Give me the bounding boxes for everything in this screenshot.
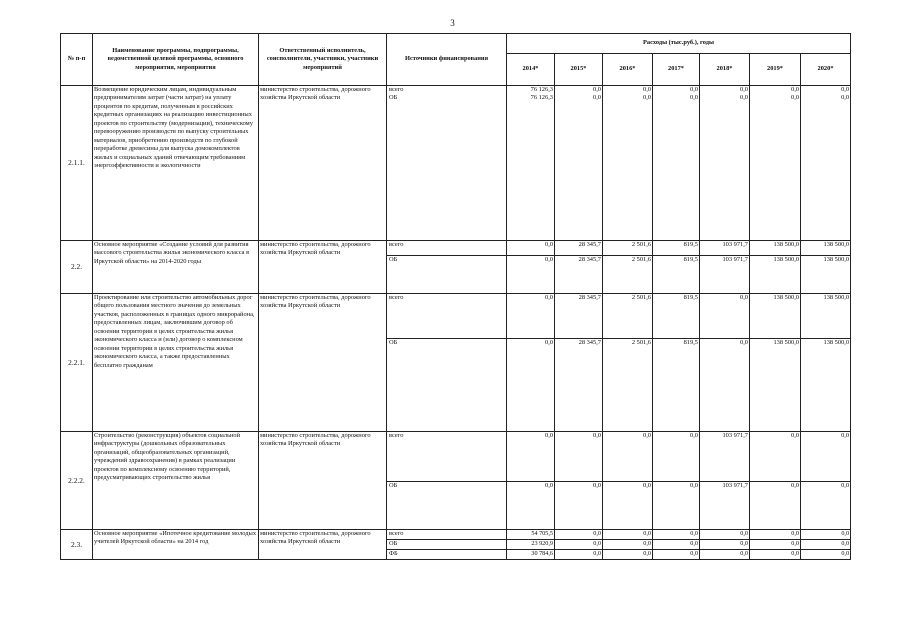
source-label: всего [387,241,507,256]
value: 28 345,7 [555,294,603,339]
value: 0,0 [507,256,555,294]
value: 0,0 [603,482,653,530]
value: 0,0 [740,94,748,102]
row-executor: министерство строительства, дорожного хозяйства Иркутской области [259,530,387,560]
value: 0,0 [801,540,851,550]
table-row [61,86,851,241]
row-name: Строительство (реконструкция) объектов социальной инфраструктуры (дошкольных образовательных организаций, общеобразовательных организаций, учреждений здравоохранения) в рамках реализации проектов по комплексному освоению территорий, предусматривающих строительство жилья [93,432,259,530]
row-number: 2.2.2. [61,432,93,530]
value: 0,0 [507,241,555,256]
source-label: ФБ [387,550,507,560]
source-label: всего [387,294,507,339]
header-year: 2014* [507,54,555,86]
value: 0,0 [555,540,603,550]
value: 138 500,0 [750,339,801,432]
value: 0,0 [653,482,700,530]
page-number: 3 [450,18,455,28]
value: 0,0 [593,86,601,93]
table-row [61,294,851,339]
value: 138 500,0 [801,339,851,432]
value: 0,0 [700,530,750,540]
table-row [61,530,851,540]
value-cell [555,86,603,241]
row-number: 2.1.1. [61,86,93,241]
value: 54 705,5 [507,530,555,540]
source-label: ОБ [387,540,507,550]
value: 0,0 [507,339,555,432]
row-number: 2.3. [61,530,93,560]
source-label: всего [387,432,507,482]
value: 0,0 [700,339,750,432]
value: 0,0 [801,550,851,560]
value: 0,0 [653,550,700,560]
row-name: Возмещение юридическим лицам, индивидуальным предпринимателям затрат (части затрат) на уплату процентов по кредитам, полученным в российских кредитных организациях на реализацию инвестиционных проектов по строительству (модернизации), техническому перевооружению производств по выпуску строительных материалов, приобретению производств по глубокой переработке древесины для выпуска домокомплектов жилых и социальных зданий отвечающим требованиям энергоэффективности и экологичности [93,86,259,241]
budget-table [60,33,851,560]
value: 819,5 [653,339,700,432]
value: 2 501,6 [603,256,653,294]
value: 0,0 [700,294,750,339]
table-row [61,241,851,256]
value: 0,0 [750,482,801,530]
value: 0,0 [593,94,601,102]
row-number: 2.2.1. [61,294,93,432]
row-executor: министерство строительства, дорожного хозяйства Иркутской области [259,432,387,530]
value: 0,0 [700,550,750,560]
value: 103 971,7 [700,482,750,530]
table-row [61,432,851,482]
source-label: ОБ [387,482,507,530]
source-label: всего [389,86,404,93]
value: 2 501,6 [603,294,653,339]
value: 138 500,0 [750,241,801,256]
source-label: ОБ [387,256,507,294]
header-year: 2019* [750,54,801,86]
value: 76 126,3 [530,94,553,102]
value: 0,0 [750,530,801,540]
value: 2 501,6 [603,241,653,256]
value: 138 500,0 [750,294,801,339]
value: 103 971,7 [700,432,750,482]
value: 0,0 [750,432,801,482]
value: 0,0 [603,540,653,550]
header-executor: Ответственный исполнитель, соисполнители, участники, участники мероприятий [259,34,387,86]
value-cell [750,86,801,241]
value: 0,0 [700,540,750,550]
row-name: Проектирование или строительство автомобильных дорог общего пользования местного значения до земельных участков, расположенных в границах одного микрорайона, предоставленных лицам, заключившим договор об освоении территории в целях строительства жилья экономического класса и (или) договор о комплексном освоении территории в целях строительства жилья экономического класса, а также предоставленных бесплатно гражданам [93,294,259,432]
row-name: Основное мероприятие «Создание условий для развития массового строительства жилья экономического класса в Иркутской области» на 2014-2020 годы [93,241,259,294]
value: 0,0 [603,530,653,540]
value: 0,0 [507,482,555,530]
source-label: ОБ [387,339,507,432]
value: 0,0 [555,432,603,482]
row-executor: министерство строительства, дорожного хозяйства Иркутской области [259,86,387,241]
value: 819,5 [653,294,700,339]
value: 819,5 [653,256,700,294]
value: 0,0 [841,94,850,102]
value: 30 784,6 [507,550,555,560]
value: 0,0 [690,94,698,102]
value: 103 971,7 [700,241,750,256]
value-cell [700,86,750,241]
row-name: Основное мероприятие «Ипотечное кредитование молодых учителей Иркутской области» на 2014 год [93,530,259,560]
value: 28 345,7 [555,256,603,294]
value: 0,0 [643,94,651,102]
header-year: 2015* [555,54,603,86]
header-source: Источники финансирования [387,34,507,86]
value: 0,0 [841,86,850,93]
value: 138 500,0 [801,294,851,339]
value: 0,0 [603,550,653,560]
value-cell [507,86,555,241]
value: 0,0 [643,86,651,93]
source-label: всего [387,530,507,540]
header-year: 2017* [653,54,700,86]
value: 0,0 [555,482,603,530]
value: 0,0 [507,294,555,339]
value: 0,0 [653,432,700,482]
value: 0,0 [555,550,603,560]
header-year: 2020* [801,54,851,86]
value: 28 345,7 [555,241,603,256]
value: 23 920,9 [507,540,555,550]
row-executor: министерство строительства, дорожного хозяйства Иркутской области [259,294,387,432]
value: 0,0 [740,86,748,93]
value: 138 500,0 [801,241,851,256]
value: 819,5 [653,241,700,256]
value: 0,0 [791,94,799,102]
value: 138 500,0 [801,256,851,294]
value: 76 126,3 [530,86,553,93]
value: 28 345,7 [555,339,603,432]
header-year: 2018* [700,54,750,86]
value: 2 501,6 [603,339,653,432]
header-name: Наименование программы, подпрограммы, ведомственной целевой программы, основного мероприятия, мероприятия [93,34,259,86]
header-num: № п-п [61,34,93,86]
value: 0,0 [507,432,555,482]
value: 0,0 [801,530,851,540]
value-cell [653,86,700,241]
value: 0,0 [690,86,698,93]
value: 103 971,7 [700,256,750,294]
value: 0,0 [603,432,653,482]
value: 0,0 [801,482,851,530]
value-cell [603,86,653,241]
value: 0,0 [750,540,801,550]
source-label: ОБ [389,94,398,102]
row-sources [387,86,507,241]
value: 0,0 [653,530,700,540]
header-expenses: Расходы (тыс.руб.), годы [507,34,851,54]
value: 0,0 [801,432,851,482]
value: 138 500,0 [750,256,801,294]
value: 0,0 [791,86,799,93]
value: 0,0 [750,550,801,560]
header-year: 2016* [603,54,653,86]
value: 0,0 [555,530,603,540]
value-cell [801,86,851,241]
value: 0,0 [653,540,700,550]
row-executor: министерство строительства, дорожного хозяйства Иркутской области [259,241,387,294]
row-number: 2.2. [61,241,93,294]
